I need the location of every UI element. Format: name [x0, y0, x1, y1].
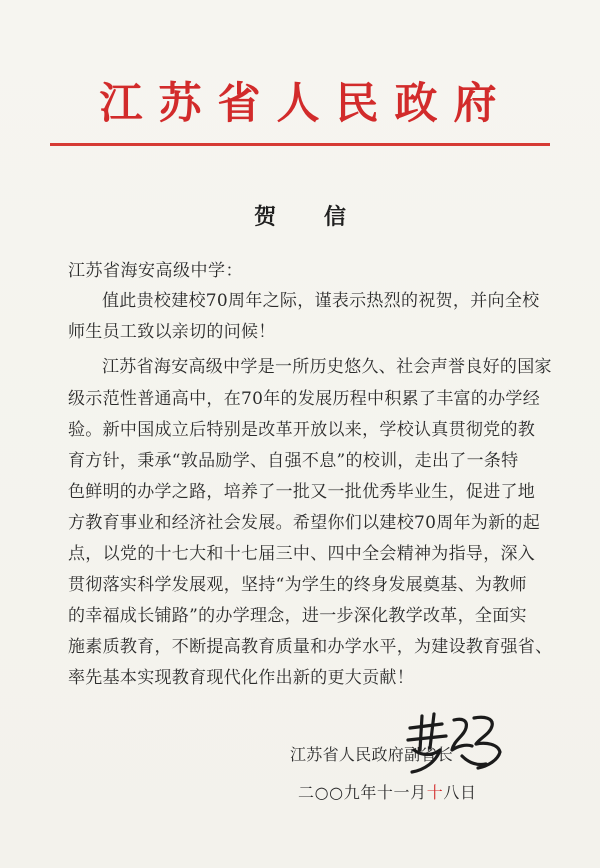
letter-date — [298, 780, 477, 803]
body-line: 点，以党的十七大和十七届三中、四中全会精神为指导，深入 — [68, 544, 536, 564]
body-line: 率先基本实现教育现代化作出新的更大贡献！ — [68, 668, 414, 688]
body-line: 方教育事业和经济社会发展。希望你们以建校70周年为新的起 — [68, 513, 541, 533]
date-part: 八日 — [443, 783, 477, 802]
letterhead-title: 江苏省人民政府 — [99, 79, 513, 129]
body-line: 施素质教育，不断提高教育质量和办学水平，为建设教育强省、 — [68, 637, 553, 657]
body-line: 的幸福成长铺路”的办学理念，进一步深化教学改革，全面实 — [68, 606, 527, 626]
letter-title: 贺 信 — [254, 205, 366, 230]
salutation: 江苏省海安高级中学： — [68, 261, 243, 281]
body-line: 值此贵校建校70周年之际，谨表示热烈的祝贺，并向全校 — [102, 291, 540, 311]
body-line: 级示范性普通高中，在70年的发展历程中积累了丰富的办学经 — [68, 389, 541, 409]
body-line: 江苏省海安高级中学是一所历史悠久、社会声誉良好的国家 — [102, 357, 552, 377]
body-line: 师生员工致以亲切的问候！ — [68, 322, 276, 342]
body-line: 验。新中国成立后特别是改革开放以来，学校认真贯彻党的教 — [68, 420, 536, 440]
letterhead-rule — [50, 143, 550, 146]
signer-title: 江苏省人民政府副省长 — [290, 745, 454, 764]
handwritten-signature — [402, 710, 512, 780]
date-part-red: 十 — [426, 783, 444, 802]
body-line: 色鲜明的办学之路，培养了一批又一批优秀毕业生，促进了地 — [68, 482, 536, 502]
body-line: 育方针，秉承“敦品励学、自强不息”的校训，走出了一条特 — [68, 451, 519, 471]
date-part: 二○○九年十一月 — [298, 783, 427, 802]
body-line: 贯彻落实科学发展观，坚持“为学生的终身发展奠基、为教师 — [68, 575, 527, 595]
